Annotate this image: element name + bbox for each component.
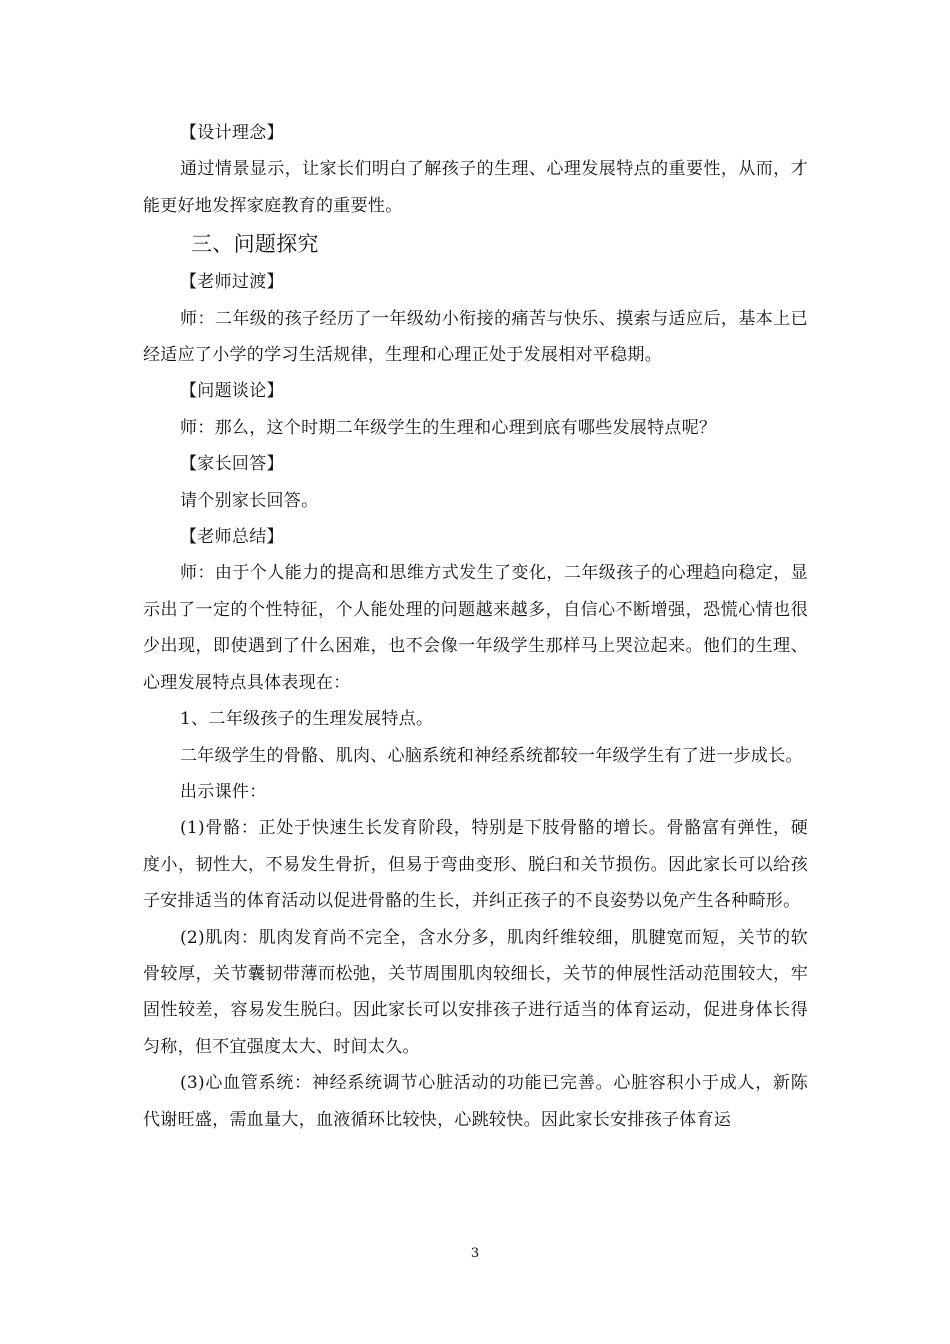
body-paragraph: 请个别家长回答。 bbox=[180, 490, 319, 511]
body-paragraph: 师：由于个人能力的提高和思维方式发生了变化，二年级孩子的心理趋向稳定，显示出了一定的个性特征，个人能处理的问题越来越多，自信心不断增强，恐慌心情也很少出现，即使遇到了什么困难，也不会像一年级学生那样马上哭泣起来。他们的生理、心理发展特点具体表现在： bbox=[143, 563, 808, 693]
section-label: 【老师总结】 bbox=[180, 527, 284, 548]
page-number: 3 bbox=[470, 1246, 480, 1261]
section-label: 【家长回答】 bbox=[180, 454, 284, 475]
section-label: 【设计理念】 bbox=[180, 123, 284, 143]
page-content bbox=[143, 115, 808, 1138]
body-paragraph: 出示课件： bbox=[180, 781, 267, 802]
body-paragraph: 师：二年级的孩子经历了一年级幼小衔接的痛苦与快乐、摸索与适应后，基本上已经适应了小学的学习生活规律，生理和心理正处于发展相对平稳期。 bbox=[143, 308, 808, 366]
body-paragraph: 师：那么，这个时期二年级学生的生理和心理到底有哪些发展特点呢？ bbox=[180, 417, 717, 438]
body-paragraph: 二年级学生的骨骼、肌肉、心脑系统和神经系统都较一年级学生有了进一步成长。 bbox=[180, 745, 803, 766]
body-paragraph: (2)肌肉：肌肉发育尚不完全，含水分多，肌肉纤维较细，肌腱宽而短，关节的软骨较厚，关节囊韧带薄而松弛，关节周围肌肉较细长，关节的伸展性活动范围较大，牢固性较差，容易发生脱臼。因此家长可以安排孩子进行适当的体育运动，促进身体长得匀称，但不宜强度太大、时间太久。 bbox=[143, 927, 808, 1057]
body-paragraph: 1、二年级孩子的生理发展特点。 bbox=[180, 709, 434, 730]
body-paragraph: (3)心血管系统：神经系统调节心脏活动的功能已完善。心脏容积小于成人，新陈代谢旺盛，需血量大，血液循环比较快，心跳较快。因此家长安排孩子体育运 bbox=[143, 1073, 808, 1130]
body-paragraph: (1)骨骼：正处于快速生长发育阶段，特别是下肢骨骼的增长。骨骼富有弹性，硬度小，韧性大，不易发生骨折，但易于弯曲变形、脱臼和关节损伤。因此家长可以给孩子安排适当的体育活动以促进骨骼的生长，并纠正孩子的不良姿势以免产生各种畸形。 bbox=[143, 818, 808, 912]
section-label: 【问题谈论】 bbox=[180, 381, 284, 402]
section-heading: 三、问题探究 bbox=[191, 232, 319, 257]
body-paragraph: 通过情景显示，让家长们明白了解孩子的生理、心理发展特点的重要性，从而，才能更好地发挥家庭教育的重要性。 bbox=[143, 159, 808, 216]
section-label: 【老师过渡】 bbox=[180, 272, 284, 293]
